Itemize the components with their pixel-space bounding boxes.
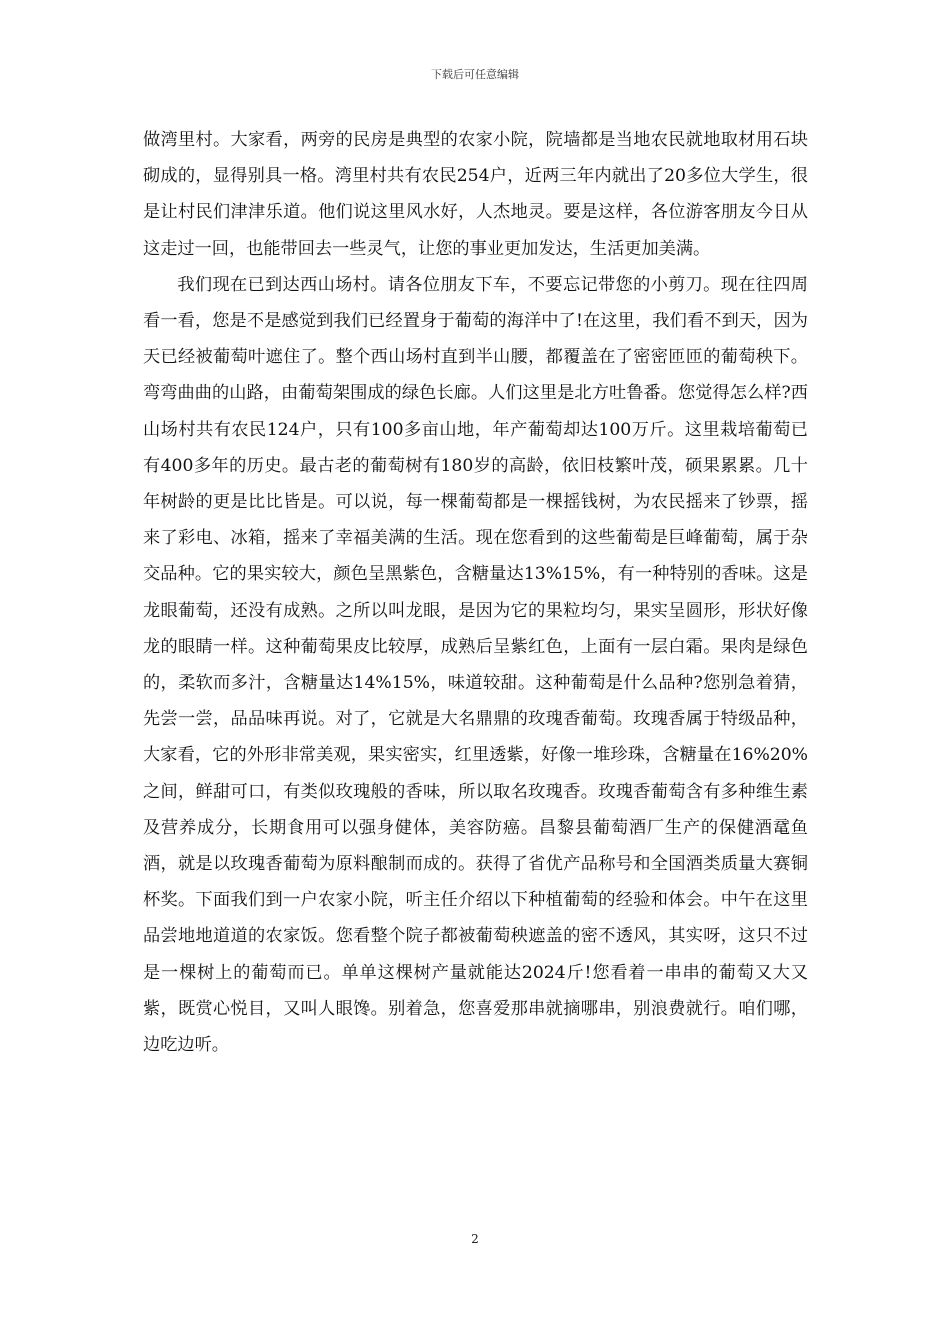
page-number: 2 — [471, 1232, 479, 1246]
document-body — [143, 122, 808, 1063]
paragraph-1: 做湾里村。大家看，两旁的民房是典型的农家小院，院墙都是当地农民就地取材用石块砌成的，显得别具一格。湾里村共有农民254户，近两三年内就出了20多位大学生，很是让村民们津津乐道。他们说这里风水好，人杰地灵。要是这样，各位游客朋友今日从这走过一回，也能带回去一些灵气，让您的事业更加发达，生活更加美满。 — [143, 130, 808, 259]
paragraph-2: 我们现在已到达西山场村。请各位朋友下车，不要忘记带您的小剪刀。现在往四周看一看，您是不是感觉到我们已经置身于葡萄的海洋中了!在这里，我们看不到天，因为天已经被葡萄叶遮住了。整个西山场村直到半山腰，都覆盖在了密密匝匝的葡萄秧下。弯弯曲曲的山路，由葡萄架围成的绿色长廊。人们这里是北方吐鲁番。您觉得怎么样?西山场村共有农民124户，只有100多亩山地，年产葡萄却达100万斤。这里栽培葡萄已有400多年的历史。最古老的葡萄树有180岁的高龄，依旧枝繁叶茂，硕果累累。几十年树龄的更是比比皆是。可以说，每一棵葡萄都是一棵摇钱树，为农民摇来了钞票，摇来了彩电、冰箱，摇来了幸福美满的生活。现在您看到的这些葡萄是巨峰葡萄，属于杂交品种。它的果实较大，颜色呈黑紫色，含糖量达13%15%，有一种特别的香味。这是龙眼葡萄，还没有成熟。之所以叫龙眼，是因为它的果粒均匀，果实呈圆形，形状好像龙的眼睛一样。这种葡萄果皮比较厚，成熟后呈紫红色，上面有一层白霜。果肉是绿色的，柔软而多汁，含糖量达14%15%，味道较甜。这种葡萄是什么品种?您别急着猜，先尝一尝，品品味再说。对了，它就是大名鼎鼎的玫瑰香葡萄。玫瑰香属于特级品种，大家看，它的外形非常美观，果实密实，红里透紫，好像一堆珍珠，含糖量在16%20%之间，鲜甜可口，有类似玫瑰般的香味，所以取名玫瑰香。玫瑰香葡萄含有多种维生素及营养成分，长期食用可以强身健体，美容防癌。昌黎县葡萄酒厂生产的保健酒鼋鱼酒，就是以玫瑰香葡萄为原料酿制而成的。获得了省优产品称号和全国酒类质量大赛铜杯奖。下面我们到一户农家小院，听主任介绍以下种植葡萄的经验和体会。中午在这里品尝地地道道的农家饭。您看整个院子都被葡萄秧遮盖的密不透风，其实呀，这只不过是一棵树上的葡萄而已。单单这棵树产量就能达2024斤!您看着一串串的葡萄又大又紫，既赏心悦目，又叫人眼馋。别着急，您喜爱那串就摘哪串，别浪费就行。咱们哪，边吃边听。 — [143, 274, 808, 1056]
page-header: 下载后可任意编辑 — [431, 68, 519, 81]
